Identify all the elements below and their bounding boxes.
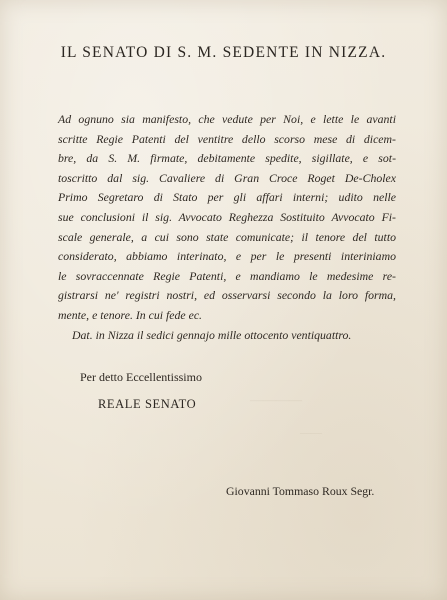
show-through-mark: ———— — [250, 392, 302, 407]
body-line: sue conclusioni il sig. Avvocato Reghezza Sostituito Avvocato Fi- — [58, 209, 396, 224]
body-line: mente, e tenore. In cui fede ec. — [58, 307, 203, 322]
document-body — [58, 110, 396, 345]
body-line: gistrarsi ne' registri nostri, ed osservarsi secondo la loro forma, — [58, 288, 396, 303]
body-line: scritte Regie Patenti del ventitre dello scorso mese di dicem- — [58, 131, 396, 146]
body-line: bre, da S. M. firmate, debitamente spedite, sigillate, e sot- — [58, 151, 396, 166]
signature-preface: Per detto Eccellentissimo — [80, 370, 202, 384]
body-line: Primo Segretaro di Stato per gli affari interni; udito nelle — [58, 190, 396, 205]
body-line: considerato, abbiamo interinato, e per le presenti interiniamo — [58, 249, 396, 264]
secretary-signature: Giovanni Tommaso Roux Segr. — [226, 484, 375, 498]
body-line: toscritto dal sig. Cavaliere di Gran Croce Roget De-Cholex — [58, 170, 396, 185]
show-through-mark: —— — [300, 427, 322, 439]
signature-authority: REALE SENATO — [98, 397, 197, 411]
document-heading: IL SENATO DI S. M. SEDENTE IN NIZZA. — [60, 44, 387, 61]
body-line: le sovraccennate Regie Patenti, e mandiamo le medesime re- — [58, 268, 396, 283]
body-line: Ad ognuno sia manifesto, che vedute per Noi, e lette le avanti — [58, 112, 396, 126]
body-line: scale generale, a cui sono state comunicate; il tenore del tutto — [58, 229, 396, 244]
date-line: Dat. in Nizza il sedici gennajo mille ottocento ventiquattro. — [72, 327, 352, 342]
